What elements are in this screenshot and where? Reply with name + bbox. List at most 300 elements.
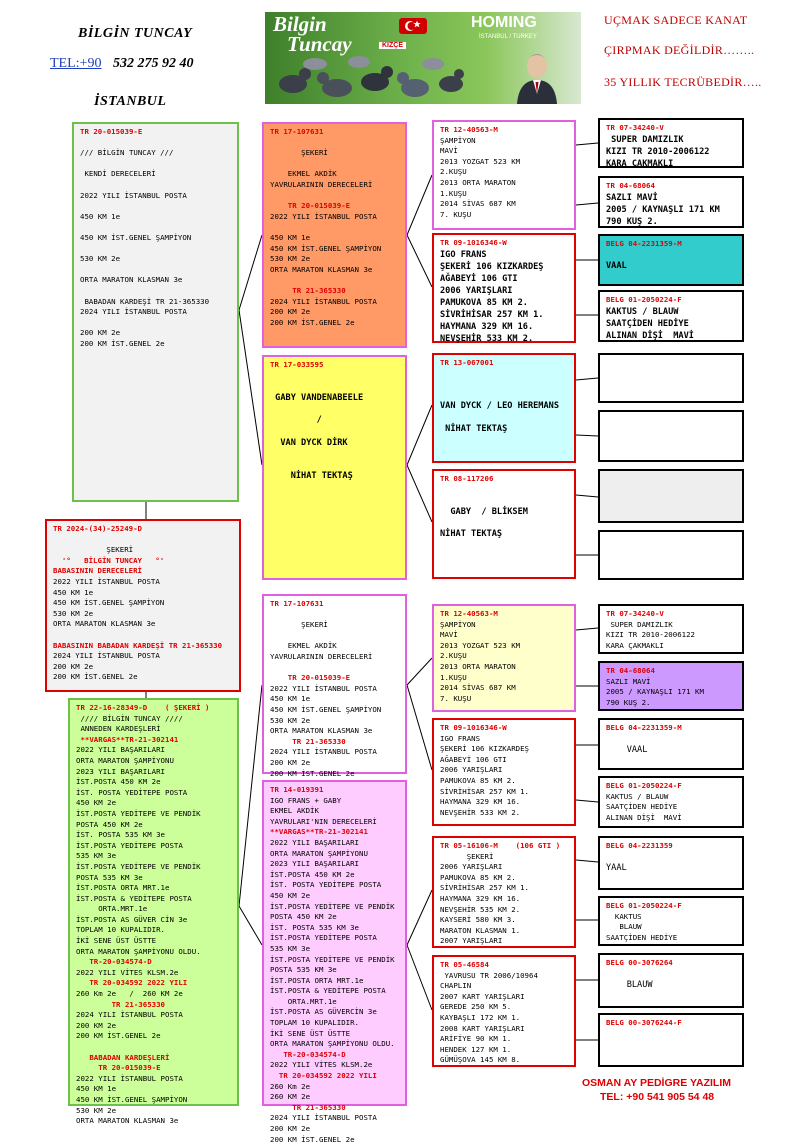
banner-tag: KIZÇE [379, 42, 406, 49]
pedigree-box-g4-6 [598, 410, 744, 462]
box-text-line: 7. KUŞU [440, 209, 472, 219]
box-text-line: KENDİ DERECELERİ [80, 169, 156, 179]
box-text-line: İST.POSTA 450 KM 2e [76, 777, 161, 787]
box-text-line [440, 485, 568, 496]
box-text-line: 450 KM 1e [80, 211, 121, 221]
box-text-line: 790 KUŞ 2. [606, 697, 651, 707]
box-text-line: BLAUW [606, 980, 653, 991]
box-text-line: ORTA.MRT.1e [76, 904, 148, 914]
pedigree-box-sire [72, 122, 239, 502]
box-text-line [606, 852, 736, 863]
box-text-line: ŞEKERİ [53, 545, 134, 555]
box-text-line: 2013 YOZGAT 523 KM [440, 640, 521, 650]
box-text-line: 2007 KART YARIŞLARI [440, 991, 525, 1001]
box-text-line: AĞABEYİ 106 GTI [440, 754, 507, 764]
pigeon-ring-number: BELG 04-2231359-M [606, 723, 682, 732]
box-text-line: EKMEL AKDİK [270, 169, 337, 179]
box-text-line: İST.POSTA YEDİTEPE VE PENDİK [270, 954, 395, 964]
box-text-line: 2005 / KAYNAŞLI 171 KM [606, 687, 704, 697]
footer-phone: TEL: +90 541 905 54 48 [600, 1091, 715, 1103]
box-text-line: /// BİLGİN TUNCAY /// [80, 148, 174, 158]
box-text-line: 260 KM 2e [270, 1092, 311, 1102]
pedigree-box-g4-1 [598, 118, 744, 168]
pigeon-ring-number: TR 22-16-28349-D ( ŞEKERİ ) [76, 703, 210, 712]
box-text-line: TR-20-034574-D [270, 1049, 346, 1059]
box-text-line: 530 KM 2e [270, 254, 311, 264]
box-text-line: 2024 YILI İSTANBUL POSTA [270, 747, 377, 757]
box-text-line: 450 KM 1e [53, 587, 94, 597]
box-text-line: TR 21-365330 [270, 736, 346, 746]
box-text-line: IGO FRANS [440, 733, 481, 743]
box-text-line [270, 159, 399, 170]
box-text-line [270, 138, 399, 149]
box-text-line: KIZI TR 2010-2006122 [606, 146, 710, 157]
box-text-line: İST. POSTA YEDİTEPE POSTA [76, 787, 188, 797]
box-text-line [440, 495, 568, 506]
box-text-line: 260 Km 2e [270, 1081, 311, 1091]
box-text-line: //// BİLGİN TUNCAY //// [76, 713, 183, 723]
box-text-line: 2022 YILI İSTANBUL POSTA [270, 211, 377, 221]
pedigree-box-g3-6 [432, 718, 576, 826]
box-text-line [270, 663, 399, 674]
box-text-line [270, 191, 399, 202]
pedigree-box-g3-5 [432, 604, 576, 712]
box-text-line: ORTA MARATON KLASMAN 3e [270, 264, 373, 274]
pigeon-ring-number: TR 14-019391 [270, 785, 324, 794]
box-text-line: 2024 YILI İSTANBUL POSTA [270, 296, 377, 306]
box-text-line: ORTA MARATON KLASMAN 3e [80, 275, 183, 285]
box-text-line: 450 KM 1e [270, 694, 311, 704]
box-text-line: MARATON KLASMAN 1. [440, 925, 521, 935]
box-text-line: 2024 YILI İSTANBUL POSTA [76, 1010, 183, 1020]
box-text-line: SİVRİHİSAR 257 KM 1. [440, 309, 544, 320]
box-text-line: GABY / BLİKSEM [440, 506, 528, 517]
box-text-line [270, 275, 399, 286]
box-text-line: 2023 YILI BAŞARILARI [76, 766, 165, 776]
box-text-line [80, 138, 231, 149]
box-text-line: NİHAT TEKTAŞ [270, 471, 353, 482]
breeder-city: İSTANBUL [94, 94, 167, 109]
box-text-line: HAYMANA 329 KM 16. [440, 797, 521, 807]
box-text-line: IGO FRANS + GABY [270, 795, 342, 805]
box-text-line: KAYSERİ 580 KM 3. [440, 915, 516, 925]
box-text-line: PAMUKOVA 85 KM 2. [440, 297, 528, 308]
box-text-line [80, 318, 231, 329]
box-text-line [270, 426, 399, 437]
box-text-line: 2013 YOZGAT 523 KM [440, 156, 521, 166]
pigeon-ring-number: TR 08-117206 [440, 474, 494, 483]
box-text-line: İST. POSTA YEDİTEPE POSTA [270, 880, 382, 890]
box-text-line [440, 412, 568, 423]
box-text-line [440, 390, 568, 401]
box-text-line: 530 KM 2e [53, 608, 94, 618]
box-text-line: ORTA MARATON ŞAMPİYONU [270, 848, 368, 858]
box-text-line: SAATÇİDEN HEDİYE [606, 318, 689, 329]
box-text-line: İST.POSTA YEDİTEPE POSTA [270, 933, 377, 943]
box-text-line: 1.KUŞU [440, 188, 467, 198]
box-text-line [606, 734, 736, 745]
box-text-line: MAVİ [440, 146, 458, 156]
box-text-line: ŞAMPİYON [440, 619, 476, 629]
box-text-line: ŞAMPİYON [440, 135, 476, 145]
box-text-line: 535 KM 3e [270, 943, 311, 953]
box-text-line [270, 222, 399, 233]
box-text-line: HAYMANA 329 KM 16. [440, 893, 521, 903]
box-text-line: 260 Km 2e / 260 KM 2e [76, 989, 183, 999]
pedigree-box-g4-9 [598, 604, 744, 654]
box-text-line: AĞABEYİ 106 GTI [440, 273, 518, 284]
box-text-line: KAKTUS / BLAUW [606, 791, 669, 801]
box-text-line: 535 KM 3e [76, 851, 117, 861]
box-text-line: 2022 YILI VİTES KLSM.2e [270, 1060, 373, 1070]
box-text-line: 2014 SİVAS 687 KM [440, 199, 516, 209]
box-text-line [270, 381, 399, 392]
box-text-line: TR-20-034574-D [76, 957, 152, 967]
pigeon-ring-number: TR 05-16106-M (106 GTI ) [440, 841, 561, 850]
box-text-line [440, 379, 568, 390]
footer-software: OSMAN AY PEDİGRE YAZILIM [582, 1077, 731, 1089]
box-text-line: KAYBAŞLI 172 KM 1. [440, 1012, 521, 1022]
box-text-line: SAATÇİDEN HEDİYE [606, 802, 678, 812]
box-text-line: ŞEKERİ 106 KIZKARDEŞ [440, 744, 529, 754]
box-text-line: BLAUW [606, 922, 642, 932]
box-text-line: İST.POSTA YEDİTEPE VE PENDİK [76, 808, 201, 818]
pedigree-box-g4-5 [598, 353, 744, 403]
box-text-line [440, 518, 568, 529]
box-text-line: 450 KM 1e [76, 1084, 117, 1094]
motto-line-3: 35 YILLIK TECRÜBEDİR….. [604, 75, 762, 89]
box-text-line: GABY VANDENABEELE [270, 392, 364, 403]
box-text-line: BABASININ BABADAN KARDEŞİ TR 21-365330 [53, 640, 223, 650]
box-text-line: KARA ÇAKMAKLI [606, 158, 674, 169]
box-text-line: VAAL [606, 261, 627, 272]
box-text-line: 200 KM İST.GENEL 2e [270, 1134, 355, 1144]
box-text-line: İST. POSTA 535 KM 3e [76, 830, 165, 840]
box-text-line: 200 KM 2e [270, 307, 311, 317]
box-text-line: ŞEKERİ [440, 851, 494, 861]
pigeon-ring-number: BELG 00-3076244-F [606, 1018, 682, 1027]
box-text-line: TR 20-034592 2022 YILI [76, 978, 188, 988]
box-text-line: 200 KM İST.GENEL 2e [53, 672, 138, 682]
phone-number: 532 275 92 40 [112, 56, 194, 71]
pigeon-ring-number: TR 09-1016346-W [440, 238, 507, 247]
pedigree-box-g4-7 [598, 469, 744, 523]
box-text-line: ORTA MARATON KLASMAN 3e [76, 1116, 179, 1126]
box-text-line: GEREDE 250 KM 5. [440, 1002, 512, 1012]
box-text-line: 450 KM İST.GENEL ŞAMPİYON [80, 232, 192, 242]
box-text-line: KAKTUS / BLAUW [606, 306, 679, 317]
box-text-line: TOPLAM 10 KUPALIDIR. [270, 1018, 359, 1028]
box-text-line: ALINAN DİŞİ MAVİ [606, 330, 694, 341]
box-text-line [80, 286, 231, 297]
box-text-line: 2007 YARIŞLARI [440, 936, 503, 946]
box-text-line: HENDEK 127 KM 1. [440, 1044, 512, 1054]
box-text-line: ŞEKERİ 106 KIZKARDEŞ [440, 261, 544, 272]
box-text-line: YAVRUSU TR 2006/10964 [440, 970, 538, 980]
box-text-line: 1.KUŞU [440, 672, 467, 682]
box-text-line: 450 KM İST.GENEL ŞAMPİYON [76, 1094, 188, 1104]
box-text-line: ORTA MARATON KLASMAN 3e [270, 726, 373, 736]
pigeon-ring-number: BELG 04-2231359 [606, 841, 673, 850]
box-text-line: SUPER DAMIZLIK [606, 134, 684, 145]
box-text-line: GÜMÜŞOVA 145 KM 8. [440, 1055, 521, 1065]
banner-subtitle: İSTANBUL / TURKEY [479, 34, 537, 40]
pedigree-box-sire-dam [262, 355, 407, 580]
box-text-line: ARİFİYE 90 KM 1. [440, 1034, 512, 1044]
box-text-line: İKİ SENE ÜST ÜSTTE [270, 1028, 351, 1038]
box-text-line: 2.KUŞU [440, 167, 467, 177]
box-text-line: TR 20-015039-E [270, 673, 351, 683]
box-text-line: SAZLI MAVİ [606, 676, 651, 686]
box-text-line: 2022 YILI BAŞARILARI [76, 745, 165, 755]
box-text-line: 530 KM 2e [80, 254, 121, 264]
box-text-line: TR 21-365330 [76, 999, 165, 1009]
box-text-line: 7. KUŞU [440, 693, 472, 703]
box-text-line: 450 KM 1e [270, 232, 311, 242]
box-text-line: İST.POSTA & YEDİTEPE POSTA [270, 986, 386, 996]
banner-brand-line2: Tuncay [287, 32, 352, 56]
pedigree-box-dam-dam [262, 780, 407, 1144]
box-text-line: SİVRİHİSAR 257 KM 1. [440, 883, 529, 893]
box-text-line [606, 250, 736, 261]
box-text-line: 200 KM İST.GENEL 2e [80, 338, 165, 348]
box-text-line: 2022 YILI İSTANBUL POSTA [80, 190, 187, 200]
box-text-line: İST.POSTA YEDİTEPE VE PENDİK [270, 901, 395, 911]
box-text-line: İST.POSTA 450 KM 2e [270, 869, 355, 879]
box-text-line: KARA ÇAKMAKLI [606, 640, 664, 650]
pigeon-ring-number: TR 07-34240-V [606, 123, 664, 132]
pigeon-ring-number: TR 04-68064 [606, 181, 655, 190]
box-text-line: TOPLAM 10 KUPALIDIR. [76, 925, 165, 935]
box-text-line: ORTA MARATON KLASMAN 3e [53, 619, 156, 629]
box-text-line: KIZI TR 2010-2006122 [606, 630, 695, 640]
box-text-line: 530 KM 2e [76, 1105, 117, 1115]
box-text-line: ORTA MARATON ŞAMPİYONU OLDU. [76, 946, 201, 956]
box-text-line: HAYMANA 329 KM 16. [440, 321, 534, 332]
box-text-line: POSTA 535 KM 3e [270, 965, 337, 975]
box-text-line: TR 20-034592 2022 YILI [270, 1071, 377, 1081]
box-text-line: 200 KM İST.GENEL 2e [76, 1031, 161, 1041]
box-text-line: BABADAN KARDEŞLERİ [76, 1052, 170, 1062]
box-text-line: ORTA.MRT.1e [270, 996, 337, 1006]
box-text-line: SUPER DAMIZLIK [606, 619, 673, 629]
box-text-line: 2013 ORTA MARATON [440, 661, 516, 671]
box-text-line: YAVRULARI'NIN DERECELERİ [270, 816, 377, 826]
pigeon-ring-number: TR 07-34240-V [606, 609, 664, 618]
box-text-line: 2023 YILI BAŞARILARI [270, 859, 359, 869]
pigeon-ring-number: TR 20-015039-E [80, 127, 143, 136]
motto-line-2: ÇIRPMAK DEĞİLDİR…….. [604, 43, 755, 57]
pedigree-box-subject [45, 519, 241, 692]
box-text-line: 200 KM 2e [76, 1020, 117, 1030]
pedigree-box-g4-3 [598, 234, 744, 286]
pigeon-ring-number: TR 13-067001 [440, 358, 494, 367]
box-text-line [270, 449, 399, 460]
pedigree-box-g4-4 [598, 290, 744, 342]
box-text-line: POSTA 450 KM 2e [270, 912, 337, 922]
box-text-line: İST.POSTA ORTA MRT.1e [270, 975, 364, 985]
pigeon-ring-number: TR 17-107631 [270, 127, 324, 136]
box-text-line: SAZLI MAVİ [606, 192, 658, 203]
pigeon-ring-number: TR 2024-(34)-25249-D [53, 524, 142, 533]
pigeon-ring-number: TR 12-40563-M [440, 609, 498, 618]
pigeon-ring-number: BELG 04-2231359-M [606, 239, 682, 248]
box-text-line: 200 KM 2e [270, 1124, 311, 1133]
box-text-line: CHAPLIN [440, 981, 472, 991]
box-text-line: 790 KUŞ 2. [606, 216, 658, 227]
pedigree-box-g4-15 [598, 953, 744, 1008]
box-text-line: İKİ SENE ÜST ÜSTTE [76, 936, 157, 946]
pedigree-box-g4-8 [598, 530, 744, 580]
box-text-line: 2006 YARIŞLARI [440, 765, 503, 775]
box-text-line: 2006 YARIŞLARI [440, 862, 503, 872]
box-text-line: NİHAT TEKTAŞ [440, 423, 508, 434]
pedigree-box-g4-16 [598, 1013, 744, 1067]
box-text-line: TR 20-015039-E [76, 1063, 161, 1073]
box-text-line: MAVİ [440, 630, 458, 640]
pedigree-box-g3-7 [432, 836, 576, 948]
pigeon-ring-number: TR 09-1016346-W [440, 723, 507, 732]
box-text-line: VAN DYCK / LEO HEREMANS [440, 401, 559, 412]
pedigree-box-dam-sire [262, 594, 407, 778]
box-text-line: 2022 YILI VİTES KLSM.2e [76, 967, 179, 977]
box-text-line: TR 21-365330 [270, 285, 346, 295]
box-text-line: 2024 YILI İSTANBUL POSTA [80, 307, 187, 317]
box-text-line: POSTA 450 KM 2e [76, 819, 143, 829]
box-text-line [80, 201, 231, 212]
box-text-line [80, 222, 231, 233]
box-text-line: 200 KM 2e [53, 661, 94, 671]
pigeon-ring-number: TR 05-46584 [440, 960, 489, 969]
box-text-line: 2024 YILI İSTANBUL POSTA [270, 1113, 377, 1123]
box-text-line: YAVRULARININ DERECELERİ [270, 179, 373, 189]
pigeon-ring-number: TR 04-68064 [606, 666, 655, 675]
box-text-line: KAKTUS [606, 911, 642, 921]
box-text-line: 200 KM 2e [270, 757, 311, 767]
box-text-line: 450 KM İST.GENEL ŞAMPİYON [53, 598, 165, 608]
box-text-line: YAVRULARININ DERECELERİ [270, 651, 373, 661]
box-text-line: 2022 YILI İSTANBUL POSTA [76, 1073, 183, 1083]
box-text-line: ŞEKERİ [270, 620, 328, 630]
box-text-line: PAMUKOVA 85 KM 2. [440, 872, 516, 882]
box-text-line: 200 KM 2e [80, 328, 121, 338]
box-text-line: ŞEKERİ [270, 148, 328, 158]
pigeon-ring-number: BELG 01-2050224-F [606, 781, 682, 790]
box-text-line: SAATÇİDEN HEDİYE [606, 932, 678, 942]
box-text-line: VAN DYCK DİRK [270, 437, 348, 448]
pedigree-box-g3-2 [432, 233, 576, 343]
box-text-line [53, 630, 233, 641]
motto-line-1: UÇMAK SADECE KANAT [604, 13, 748, 27]
box-text-line: POSTA 535 KM 3e [76, 872, 143, 882]
pigeon-ring-number: BELG 00-3076264 [606, 958, 673, 967]
box-text-line [76, 1042, 231, 1053]
box-text-line: İST.POSTA YEDİTEPE POSTA [76, 840, 183, 850]
box-text-line: 200 KM İST.GENEL 2e [270, 768, 355, 778]
box-text-line: 2022 YILI İSTANBUL POSTA [53, 576, 160, 586]
box-text-line [80, 159, 231, 170]
pedigree-box-sire-sire [262, 122, 407, 348]
pedigree-box-g3-1 [432, 120, 576, 230]
pedigree-box-g4-14 [598, 896, 744, 946]
banner-homing: HOMING [471, 14, 537, 31]
box-text-line: '° BİLGİN TUNCAY °' [53, 555, 165, 565]
box-text-line [606, 969, 736, 980]
box-text-line: TR 21-365330 [270, 1102, 346, 1112]
box-text-line: IGO FRANS [440, 249, 487, 260]
box-text-line [270, 404, 399, 415]
box-text-line: İST.POSTA YEDİTEPE VE PENDİK [76, 861, 201, 871]
box-text-line: 2022 YILI BAŞARILARI [270, 837, 359, 847]
box-text-line: 450 KM 2e [270, 890, 311, 900]
box-text-line: YAAL [606, 863, 627, 874]
box-text-line [440, 369, 568, 380]
phone-link[interactable]: TEL:+90 [50, 56, 102, 71]
box-text-line: 2024 YILI İSTANBUL POSTA [53, 651, 160, 661]
box-text-line: / [270, 415, 322, 426]
box-text-line: İST.POSTA ORTA MRT.1e [76, 883, 170, 893]
pigeon-ring-number: TR 12-40563-M [440, 125, 498, 134]
box-text-line: 530 KM 2e [270, 715, 311, 725]
box-text-line: 2022 YILI İSTANBUL POSTA [270, 683, 377, 693]
breeder-name: BİLGİN TUNCAY [78, 26, 193, 41]
box-text-line: 200 KM İST.GENEL 2e [270, 317, 355, 327]
box-text-line: 450 KM 2e [76, 798, 117, 808]
pigeon-ring-number: BELG 01-2050224-F [606, 901, 682, 910]
box-text-line: İST. POSTA 535 KM 3e [270, 922, 359, 932]
box-text-line: EKMEL AKDİK [270, 641, 337, 651]
pigeon-ring-number: BELG 01-2050224-F [606, 295, 682, 304]
box-text-line: ANNEDEN KARDEŞLERİ [76, 724, 161, 734]
pedigree-box-g4-13 [598, 836, 744, 890]
box-text-line: İST.POSTA & YEDİTEPE POSTA [76, 893, 192, 903]
box-text-line: İST.POSTA AS GÜVER CİN 3e [76, 914, 188, 924]
pedigree-box-g4-10 [598, 661, 744, 711]
pedigree-box-g3-3 [432, 353, 576, 463]
box-text-line: 2006 YARIŞLARI [440, 285, 513, 296]
box-text-line: **VARGAS**TR-21-302141 [76, 734, 179, 744]
box-text-line [80, 180, 231, 191]
box-text-line [270, 631, 399, 642]
box-text-line: 2005 / KAYNAŞLI 171 KM [606, 204, 720, 215]
pedigree-box-dam [68, 698, 239, 1126]
box-text-line: 450 KM İST.GENEL ŞAMPİYON [270, 243, 382, 253]
box-text-line: ALINAN DİŞİ MAVİ [606, 812, 682, 822]
box-text-line [270, 371, 399, 382]
box-text-line: NEVŞEHİR 533 KM 2. [440, 807, 521, 817]
box-text-line: 2014 SİVAS 687 KM [440, 683, 516, 693]
box-text-line: BABASININ DERECELERİ [53, 566, 142, 576]
box-text-line [80, 244, 231, 255]
box-text-line: İST.POSTA AS GÜVERCİN 3e [270, 1007, 377, 1017]
box-text-line: NEVŞEHİR 535 KM 2. [440, 904, 521, 914]
box-text-line: TR 20-015039-E [270, 201, 351, 211]
box-text-line [270, 610, 399, 621]
box-text-line: 2013 ORTA MARATON [440, 177, 516, 187]
box-text-line: PAMUKOVA 85 KM 2. [440, 775, 516, 785]
box-text-line [270, 460, 399, 471]
pedigree-box-g4-11 [598, 718, 744, 770]
box-text-line: VAAL [606, 745, 648, 756]
box-text-line: 2008 KART YARIŞLARI [440, 1023, 525, 1033]
box-text-line: EKMEL AKDİK [270, 806, 319, 816]
box-text-line: SİVRİHİSAR 257 KM 1. [440, 786, 529, 796]
box-text-line: NEVŞEHİR 533 KM 2. [440, 333, 534, 344]
pedigree-box-g3-8 [432, 955, 576, 1067]
pigeon-ring-number: TR 17-107631 [270, 599, 324, 608]
box-text-line: **VARGAS**TR-21-302141 [270, 827, 368, 837]
box-text-line: 450 KM İST.GENEL ŞAMPİYON [270, 704, 382, 714]
